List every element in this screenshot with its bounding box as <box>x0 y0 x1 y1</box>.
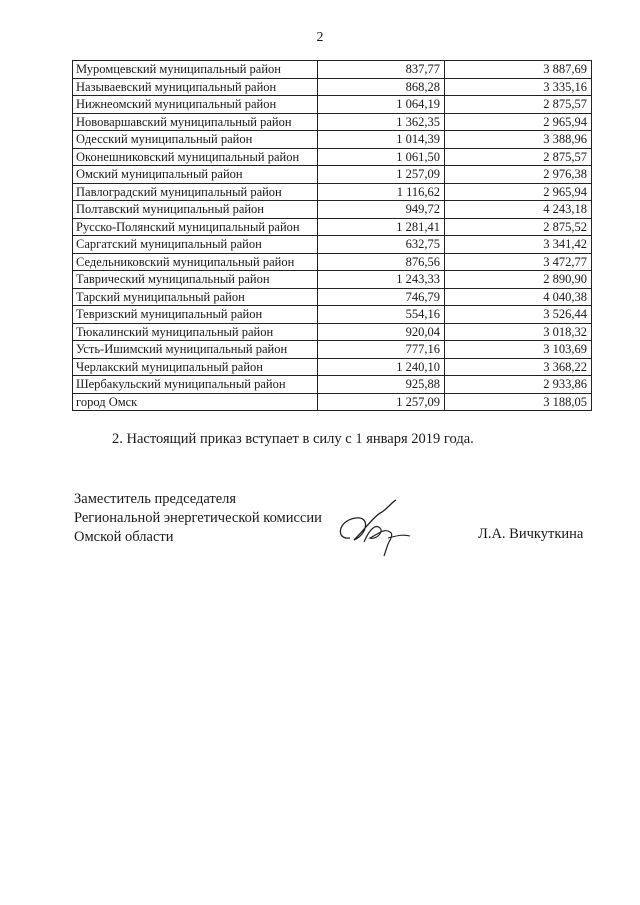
value-1-cell: 876,56 <box>318 253 445 271</box>
value-1-cell: 949,72 <box>318 201 445 219</box>
value-1-cell: 868,28 <box>318 78 445 96</box>
value-1-cell: 1 243,33 <box>318 271 445 289</box>
value-2-cell: 2 965,94 <box>445 183 592 201</box>
district-name-cell: Павлоградский муниципальный район <box>73 183 318 201</box>
value-1-cell: 632,75 <box>318 236 445 254</box>
page-number: 2 <box>316 30 324 45</box>
value-2-cell: 2 933,86 <box>445 376 592 394</box>
district-name-cell: Русско-Полянский муниципальный район <box>73 218 318 236</box>
value-2-cell: 3 103,69 <box>445 341 592 359</box>
table-row <box>73 218 592 236</box>
value-1-cell: 837,77 <box>318 61 445 79</box>
table-row <box>73 253 592 271</box>
value-2-cell: 2 890,90 <box>445 271 592 289</box>
table-row <box>73 183 592 201</box>
signer-title-line-3: Омской области <box>74 529 174 545</box>
table-row <box>73 113 592 131</box>
signer-title-line-2: Региональной энергетической комиссии <box>74 510 322 526</box>
value-2-cell: 3 388,96 <box>445 131 592 149</box>
signer-name: Л.А. Вичкуткина <box>478 526 584 542</box>
value-1-cell: 1 014,39 <box>318 131 445 149</box>
table-row <box>73 236 592 254</box>
value-1-cell: 1 064,19 <box>318 96 445 114</box>
value-1-cell: 777,16 <box>318 341 445 359</box>
table-row <box>73 288 592 306</box>
district-name-cell: Оконешниковский муниципальный район <box>73 148 318 166</box>
district-name-cell: Тюкалинский муниципальный район <box>73 323 318 341</box>
district-name-cell: Седельниковский муниципальный район <box>73 253 318 271</box>
district-name-cell: Омский муниципальный район <box>73 166 318 184</box>
district-name-cell: Таврический муниципальный район <box>73 271 318 289</box>
district-name-cell: Полтавский муниципальный район <box>73 201 318 219</box>
district-name-cell: Одесский муниципальный район <box>73 131 318 149</box>
value-1-cell: 746,79 <box>318 288 445 306</box>
district-name-cell: Тевризский муниципальный район <box>73 306 318 324</box>
value-2-cell: 3 526,44 <box>445 306 592 324</box>
value-2-cell: 2 976,38 <box>445 166 592 184</box>
table-row <box>73 376 592 394</box>
table-row <box>73 271 592 289</box>
value-2-cell: 2 875,57 <box>445 148 592 166</box>
district-name-cell: Черлакский муниципальный район <box>73 358 318 376</box>
district-name-cell: Называевский муниципальный район <box>73 78 318 96</box>
table-row <box>73 306 592 324</box>
value-2-cell: 3 472,77 <box>445 253 592 271</box>
value-2-cell: 4 243,18 <box>445 201 592 219</box>
value-1-cell: 1 061,50 <box>318 148 445 166</box>
value-2-cell: 3 341,42 <box>445 236 592 254</box>
handwritten-signature <box>330 498 420 558</box>
signer-title <box>74 490 322 547</box>
table-row <box>73 341 592 359</box>
value-1-cell: 1 116,62 <box>318 183 445 201</box>
value-1-cell: 1 257,09 <box>318 166 445 184</box>
value-2-cell: 2 875,57 <box>445 96 592 114</box>
value-1-cell: 554,16 <box>318 306 445 324</box>
value-2-cell: 2 965,94 <box>445 113 592 131</box>
district-name-cell: Нижнеомский муниципальный район <box>73 96 318 114</box>
district-name-cell: Тарский муниципальный район <box>73 288 318 306</box>
value-2-cell: 4 040,38 <box>445 288 592 306</box>
value-2-cell: 3 887,69 <box>445 61 592 79</box>
value-2-cell: 3 188,05 <box>445 393 592 411</box>
table-row <box>73 131 592 149</box>
value-2-cell: 3 018,32 <box>445 323 592 341</box>
signer-title-line-1: Заместитель председателя <box>74 491 237 507</box>
value-2-cell: 2 875,52 <box>445 218 592 236</box>
table-row <box>73 166 592 184</box>
value-2-cell: 3 368,22 <box>445 358 592 376</box>
value-1-cell: 1 240,10 <box>318 358 445 376</box>
value-1-cell: 1 281,41 <box>318 218 445 236</box>
table-row <box>73 358 592 376</box>
district-name-cell: город Омск <box>73 393 318 411</box>
district-name-cell: Муромцевский муниципальный район <box>73 61 318 79</box>
effective-date-clause: 2. Настоящий приказ вступает в силу с 1 января 2019 года. <box>112 431 474 447</box>
value-1-cell: 925,88 <box>318 376 445 394</box>
table-row <box>73 78 592 96</box>
table-row <box>73 201 592 219</box>
district-name-cell: Усть-Ишимский муниципальный район <box>73 341 318 359</box>
value-1-cell: 1 257,09 <box>318 393 445 411</box>
table-row <box>73 96 592 114</box>
value-1-cell: 920,04 <box>318 323 445 341</box>
district-name-cell: Шербакульский муниципальный район <box>73 376 318 394</box>
value-1-cell: 1 362,35 <box>318 113 445 131</box>
district-name-cell: Саргатский муниципальный район <box>73 236 318 254</box>
tariff-table <box>72 60 592 411</box>
table-row <box>73 323 592 341</box>
table-row <box>73 61 592 79</box>
tariff-table-body <box>73 61 592 411</box>
table-row <box>73 393 592 411</box>
table-row <box>73 148 592 166</box>
district-name-cell: Нововаршавский муниципальный район <box>73 113 318 131</box>
value-2-cell: 3 335,16 <box>445 78 592 96</box>
